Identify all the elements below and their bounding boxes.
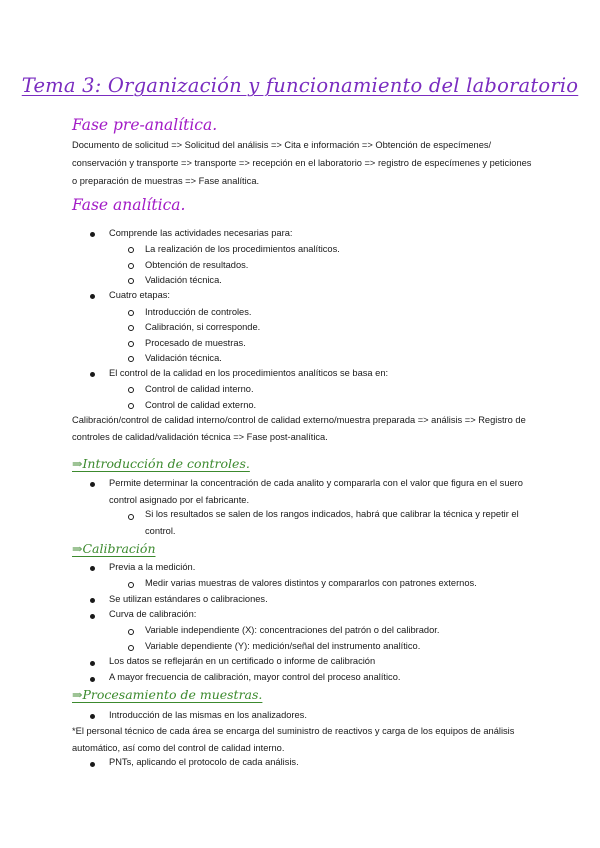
bullet-curva: Curva de calibración: (109, 609, 197, 619)
sub-bullet-circle (128, 645, 134, 651)
bullet-dot (90, 232, 95, 237)
sub-bullet-circle (128, 582, 134, 588)
bullet-estandares: Se utilizan estándares o calibraciones. (109, 594, 268, 604)
bullet-dot (90, 598, 95, 603)
heading-controles: ⇒Introducción de controles. (72, 456, 250, 471)
heading-pre-analitica: Fase pre-analítica. (72, 116, 218, 134)
bullet-dot (90, 661, 95, 666)
sub-bullet-item: Control de calidad interno. (145, 384, 254, 394)
bullet-introduccion: Introducción de las mismas en los analizadores. (109, 710, 307, 720)
sub-bullet-circle (128, 325, 134, 331)
sub-bullet-circle (128, 247, 134, 253)
bullet-comprende: Comprende las actividades necesarias para: (109, 228, 293, 238)
sub-bullet-circle (128, 263, 134, 269)
sub-bullet-item: Variable independiente (X): concentraciones del patrón o del calibrador. (145, 625, 440, 635)
sub-bullet-item: Introducción de controles. (145, 307, 252, 317)
sub-bullet-item: Validación técnica. (145, 353, 222, 363)
heading-calibracion: ⇒Calibración (72, 541, 156, 556)
bullet-permite: Permite determinar la concentración de cada analito y compararla con el valor que figura en el suero control asignado por el fabricante. (109, 478, 523, 505)
sub-bullet-circle (128, 310, 134, 316)
sub-bullet-item: Procesado de muestras. (145, 338, 246, 348)
bullet-cuatro-etapas: Cuatro etapas: (109, 290, 170, 300)
sub-bullet-circle (128, 514, 134, 520)
sub-bullet-item: Medir varias muestras de valores distintos y compararlos con patrones externos. (145, 578, 477, 588)
sub-bullet-circle (128, 356, 134, 362)
sub-bullet-item: Obtención de resultados. (145, 260, 249, 270)
sub-bullet-circle (128, 403, 134, 409)
bullet-datos: Los datos se reflejarán en un certificado o informe de calibración (109, 656, 376, 666)
bullet-dot (90, 482, 95, 487)
sub-bullet-item: Si los resultados se salen de los rangos indicados, habrá que calibrar la técnica y repetir el control. (145, 509, 519, 536)
sub-bullet-item: Variable dependiente (Y): medición/señal del instrumento analítico. (145, 641, 421, 651)
bullet-dot (90, 566, 95, 571)
sub-bullet-item: Validación técnica. (145, 275, 222, 285)
bullet-dot (90, 762, 95, 767)
bullet-previa: Previa a la medición. (109, 562, 196, 572)
procesamiento-note: *El personal técnico de cada área se encarga del suministro de reactivos y carga de los equipos de análisis automático, así como del control de calidad interno. (72, 726, 515, 753)
bullet-dot (90, 294, 95, 299)
bullet-dot (90, 372, 95, 377)
bullet-frecuencia: A mayor frecuencia de calibración, mayor control del proceso analítico. (109, 672, 401, 682)
bullet-control-calidad: El control de la calidad en los procedimientos analíticos se basa en: (109, 368, 389, 378)
heading-analitica: Fase analítica. (72, 196, 186, 214)
sub-bullet-circle (128, 387, 134, 393)
sub-bullet-item: La realización de los procedimientos analíticos. (145, 244, 340, 254)
bullet-pnts: PNTs, aplicando el protocolo de cada análisis. (109, 757, 299, 767)
sub-bullet-item: Control de calidad externo. (145, 400, 257, 410)
bullet-dot (90, 614, 95, 619)
sub-bullet-circle (128, 629, 134, 635)
sub-bullet-circle (128, 341, 134, 347)
bullet-dot (90, 714, 95, 719)
sub-bullet-circle (128, 278, 134, 284)
heading-procesamiento: ⇒Procesamiento de muestras. (72, 687, 263, 702)
page-title: Tema 3: Organización y funcionamiento del laboratorio (21, 74, 579, 97)
sub-bullet-item: Calibración, si corresponde. (145, 322, 261, 332)
analitica-flow-text: Calibración/control de calidad interno/control de calidad externo/muestra preparada => análisis => Registro de controles de calidad/validación técnica => Fase post-analítica. (72, 415, 526, 442)
bullet-dot (90, 677, 95, 682)
pre-analitica-text: Documento de solicitud => Solicitud del análisis => Cita e información => Obtención de especímenes/ conservación y transporte => transporte => recepción en el laboratorio => registro de especímenes y peticiones o preparación de muestras => Fase analítica. (72, 140, 532, 186)
